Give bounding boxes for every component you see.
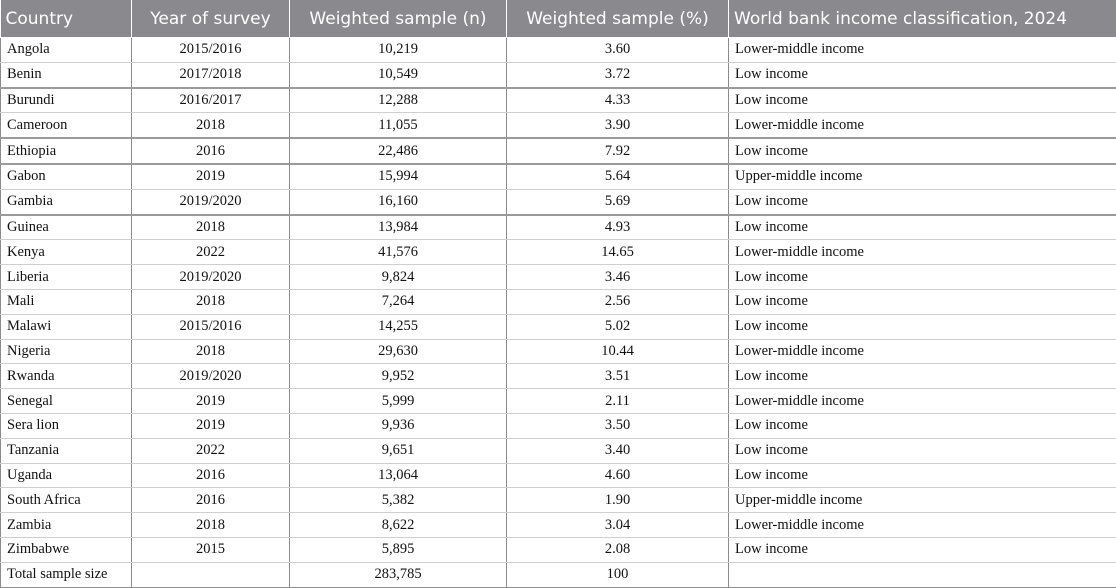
cell-income: Low income — [729, 138, 1116, 164]
cell-income: Low income — [729, 413, 1116, 438]
cell-weighted-n: 14,255 — [290, 314, 507, 339]
cell-income: Low income — [729, 463, 1116, 488]
cell-weighted-n: 10,219 — [290, 38, 507, 63]
cell-country: Guinea — [1, 215, 132, 240]
cell-country: Gambia — [1, 189, 132, 214]
cell-year: 2019/2020 — [132, 189, 290, 214]
cell-year: 2017/2018 — [132, 62, 290, 87]
cell-weighted-n: 16,160 — [290, 189, 507, 214]
cell-country: Benin — [1, 62, 132, 87]
cell-country: Ethiopia — [1, 138, 132, 164]
cell-weighted-n: 5,382 — [290, 488, 507, 513]
cell-year: 2015 — [132, 537, 290, 562]
table-header — [1, 0, 1116, 38]
cell-weighted-n: 10,549 — [290, 62, 507, 87]
table-row — [1, 113, 1116, 138]
cell-country: Cameroon — [1, 113, 132, 138]
cell-year: 2016 — [132, 488, 290, 513]
cell-weighted-n: 9,824 — [290, 265, 507, 290]
cell-year: 2019 — [132, 389, 290, 414]
cell-income: Low income — [729, 289, 1116, 314]
cell-income: Low income — [729, 62, 1116, 87]
cell-weighted-n: 41,576 — [290, 240, 507, 265]
cell-income: Lower-middle income — [729, 513, 1116, 538]
cell-year: 2018 — [132, 113, 290, 138]
table-row — [1, 488, 1116, 513]
cell-income: Lower-middle income — [729, 113, 1116, 138]
cell-weighted-n: 12,288 — [290, 88, 507, 113]
cell-total-label: Total sample size — [1, 562, 132, 587]
cell-year: 2019/2020 — [132, 265, 290, 290]
header-income-classification: World bank income classification, 2024 — [729, 0, 1116, 38]
cell-year: 2018 — [132, 215, 290, 240]
cell-country: Uganda — [1, 463, 132, 488]
cell-weighted-n: 7,264 — [290, 289, 507, 314]
table-row — [1, 215, 1116, 240]
cell-country: Tanzania — [1, 438, 132, 463]
cell-weighted-pct: 4.33 — [507, 88, 729, 113]
table-row — [1, 463, 1116, 488]
table-body — [1, 38, 1116, 588]
cell-weighted-pct: 1.90 — [507, 488, 729, 513]
cell-income: Lower-middle income — [729, 389, 1116, 414]
cell-income: Upper-middle income — [729, 488, 1116, 513]
table-row — [1, 339, 1116, 364]
cell-weighted-pct: 7.92 — [507, 138, 729, 164]
cell-weighted-pct: 2.11 — [507, 389, 729, 414]
cell-year: 2016 — [132, 138, 290, 164]
cell-weighted-pct: 5.69 — [507, 189, 729, 214]
table-row — [1, 314, 1116, 339]
table-row — [1, 413, 1116, 438]
table-row — [1, 513, 1116, 538]
table-row — [1, 240, 1116, 265]
cell-income: Low income — [729, 438, 1116, 463]
cell-year: 2022 — [132, 240, 290, 265]
cell-weighted-pct: 3.04 — [507, 513, 729, 538]
total-row — [1, 562, 1116, 587]
cell-country: Zimbabwe — [1, 537, 132, 562]
table-row — [1, 438, 1116, 463]
cell-weighted-pct: 10.44 — [507, 339, 729, 364]
table-row — [1, 88, 1116, 113]
cell-country: Gabon — [1, 164, 132, 189]
cell-year: 2022 — [132, 438, 290, 463]
table-row — [1, 189, 1116, 214]
cell-weighted-pct: 4.93 — [507, 215, 729, 240]
cell-year: 2016/2017 — [132, 88, 290, 113]
table-row — [1, 38, 1116, 63]
cell-country: Kenya — [1, 240, 132, 265]
cell-income: Low income — [729, 314, 1116, 339]
cell-income: Low income — [729, 215, 1116, 240]
cell-weighted-n: 29,630 — [290, 339, 507, 364]
cell-total-pct: 100 — [507, 562, 729, 587]
cell-year: 2018 — [132, 339, 290, 364]
table-row — [1, 62, 1116, 87]
cell-income — [729, 562, 1116, 587]
cell-weighted-n: 22,486 — [290, 138, 507, 164]
header-weighted-sample-n: Weighted sample (n) — [290, 0, 507, 38]
cell-weighted-n: 13,984 — [290, 215, 507, 240]
cell-country: Liberia — [1, 265, 132, 290]
cell-weighted-pct: 3.60 — [507, 38, 729, 63]
cell-weighted-n: 5,895 — [290, 537, 507, 562]
cell-weighted-pct: 3.90 — [507, 113, 729, 138]
cell-weighted-pct: 3.51 — [507, 364, 729, 389]
cell-weighted-n: 11,055 — [290, 113, 507, 138]
cell-income: Lower-middle income — [729, 240, 1116, 265]
cell-country: Zambia — [1, 513, 132, 538]
cell-year: 2019/2020 — [132, 364, 290, 389]
cell-country: Sera lion — [1, 413, 132, 438]
cell-income: Low income — [729, 537, 1116, 562]
cell-income: Low income — [729, 189, 1116, 214]
cell-country: Mali — [1, 289, 132, 314]
cell-income: Upper-middle income — [729, 164, 1116, 189]
cell-country: Burundi — [1, 88, 132, 113]
table-row — [1, 164, 1116, 189]
cell-weighted-pct: 3.46 — [507, 265, 729, 290]
cell-weighted-pct: 14.65 — [507, 240, 729, 265]
cell-weighted-n: 8,622 — [290, 513, 507, 538]
cell-weighted-pct: 3.40 — [507, 438, 729, 463]
cell-country: Senegal — [1, 389, 132, 414]
cell-weighted-pct: 5.02 — [507, 314, 729, 339]
cell-income: Low income — [729, 364, 1116, 389]
cell-country: Angola — [1, 38, 132, 63]
cell-country: Rwanda — [1, 364, 132, 389]
table-row — [1, 537, 1116, 562]
header-row — [1, 0, 1116, 38]
cell-country: Nigeria — [1, 339, 132, 364]
table-row — [1, 389, 1116, 414]
cell-total-n: 283,785 — [290, 562, 507, 587]
cell-weighted-n: 9,651 — [290, 438, 507, 463]
cell-weighted-n: 13,064 — [290, 463, 507, 488]
cell-year: 2016 — [132, 463, 290, 488]
cell-income: Lower-middle income — [729, 339, 1116, 364]
cell-income: Low income — [729, 265, 1116, 290]
cell-year: 2018 — [132, 513, 290, 538]
cell-year — [132, 562, 290, 587]
cell-weighted-n: 15,994 — [290, 164, 507, 189]
cell-year: 2015/2016 — [132, 38, 290, 63]
header-weighted-sample-pct: Weighted sample (%) — [507, 0, 729, 38]
cell-weighted-pct: 3.72 — [507, 62, 729, 87]
cell-year: 2019 — [132, 413, 290, 438]
cell-year: 2018 — [132, 289, 290, 314]
table-row — [1, 364, 1116, 389]
cell-country: Malawi — [1, 314, 132, 339]
cell-weighted-pct: 5.64 — [507, 164, 729, 189]
cell-weighted-n: 9,936 — [290, 413, 507, 438]
cell-weighted-pct: 2.56 — [507, 289, 729, 314]
cell-year: 2015/2016 — [132, 314, 290, 339]
cell-weighted-pct: 4.60 — [507, 463, 729, 488]
header-country: Country — [1, 0, 132, 38]
table-row — [1, 265, 1116, 290]
cell-income: Lower-middle income — [729, 38, 1116, 63]
table-row — [1, 289, 1116, 314]
cell-weighted-n: 9,952 — [290, 364, 507, 389]
table-row — [1, 138, 1116, 164]
header-year-of-survey: Year of survey — [132, 0, 290, 38]
cell-weighted-n: 5,999 — [290, 389, 507, 414]
cell-year: 2019 — [132, 164, 290, 189]
cell-income: Low income — [729, 88, 1116, 113]
cell-country: South Africa — [1, 488, 132, 513]
cell-weighted-pct: 2.08 — [507, 537, 729, 562]
cell-weighted-pct: 3.50 — [507, 413, 729, 438]
